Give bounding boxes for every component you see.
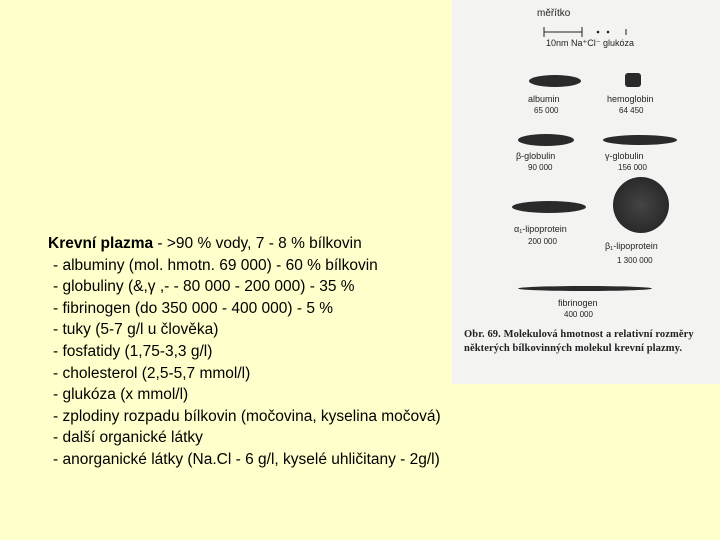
albumin-shape bbox=[529, 75, 581, 87]
plasma-composition-list bbox=[48, 233, 518, 471]
heading-line bbox=[48, 233, 518, 255]
heading-rest: - >90 % vody, 7 - 8 % bílkovin bbox=[153, 235, 362, 252]
list-item: - albuminy (mol. hmotn. 69 000) - 60 % bílkovin bbox=[53, 256, 378, 274]
hemoglobin-weight: 64 450 bbox=[619, 106, 644, 115]
list-item: - globuliny (&,γ ,- - 80 000 - 200 000) - 35 % bbox=[53, 278, 355, 296]
fibrinogen-label: fibrinogen bbox=[558, 298, 598, 308]
fibrinogen-weight: 400 000 bbox=[564, 310, 593, 319]
gamma-globulin-shape bbox=[603, 135, 677, 145]
list-item: - cholesterol (2,5-5,7 mmol/l) bbox=[53, 364, 251, 382]
list-item: - anorganické látky (Na.Cl - 6 g/l, kyselé uhličitany - 2g/l) bbox=[53, 450, 440, 468]
list-item: - fosfatidy (1,75-3,3 g/l) bbox=[53, 342, 213, 360]
beta-lipoprotein-label: β₁-lipoprotein bbox=[605, 241, 658, 251]
gamma-globulin-label: γ-globulin bbox=[605, 151, 644, 161]
beta-lipoprotein-shape bbox=[613, 177, 669, 233]
alpha-lipoprotein-weight: 200 000 bbox=[528, 237, 557, 246]
list-item: - fibrinogen (do 350 000 - 400 000) - 5 % bbox=[53, 299, 334, 317]
scale-title: měřítko bbox=[537, 8, 571, 19]
fibrinogen-shape bbox=[518, 286, 652, 291]
beta-globulin-shape bbox=[518, 134, 574, 146]
gamma-globulin-weight: 156 000 bbox=[618, 163, 647, 172]
figure-caption: Obr. 69. Molekulová hmotnost a relativní rozměry některých bílkovinných molekul krevní plazmy. bbox=[464, 329, 694, 354]
albumin-label: albumin bbox=[528, 94, 560, 104]
beta-lipoprotein-weight: 1 300 000 bbox=[617, 256, 653, 265]
heading-term: Krevní plazma bbox=[48, 235, 154, 252]
alpha-lipoprotein-label: α₁-lipoprotein bbox=[514, 224, 567, 234]
beta-globulin-weight: 90 000 bbox=[528, 163, 553, 172]
albumin-weight: 65 000 bbox=[534, 106, 559, 115]
list-item: - zplodiny rozpadu bílkovin (močovina, kyselina močová) bbox=[53, 407, 441, 425]
list-item: - glukóza (x mmol/l) bbox=[53, 386, 189, 404]
scale-labels: 10nm Na⁺Cl⁻ glukóza bbox=[546, 38, 635, 48]
list-item: - další organické látky bbox=[53, 429, 203, 447]
beta-globulin-label: β-globulin bbox=[516, 151, 556, 161]
hemoglobin-label: hemoglobin bbox=[607, 94, 654, 104]
alpha-lipoprotein-shape bbox=[512, 201, 586, 213]
hemoglobin-shape bbox=[625, 73, 641, 87]
list-item: - tuky (5-7 g/l u člověka) bbox=[53, 321, 219, 339]
